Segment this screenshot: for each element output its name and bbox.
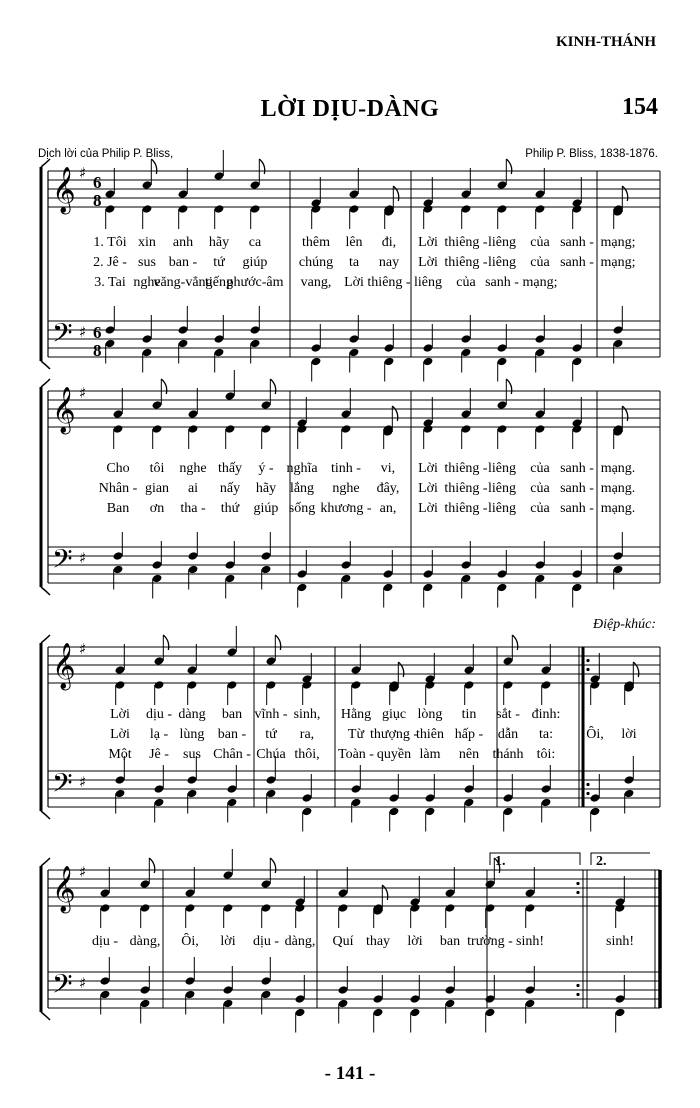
lyric-syllable: lùng [179, 727, 205, 742]
lyric-syllable: vĩnh - [254, 707, 288, 722]
lyric-syllable: tôi [149, 461, 165, 476]
lyric-syllable: lên [345, 235, 363, 250]
lyric-syllable: nghĩa [286, 461, 318, 476]
lyric-syllable: đinh: [531, 707, 561, 722]
note-flag [398, 662, 403, 677]
note-flag [633, 662, 638, 677]
lyric-syllable: của [530, 255, 550, 270]
lyric-syllable: nay [378, 255, 400, 270]
page-number: - 141 - [324, 1063, 376, 1084]
lyric-syllable: ban [221, 707, 243, 722]
lyric-syllable: mạng. [600, 461, 636, 476]
lyric-syllable: đi, [381, 235, 397, 250]
lyric-syllable: liêng [488, 461, 516, 476]
key-signature: ♯ [79, 863, 87, 881]
note-flag [512, 635, 517, 650]
lyric-syllable: trường - [467, 934, 513, 949]
lyric-syllable: sanh - [560, 461, 594, 476]
lyric-syllable: thấy [217, 461, 243, 476]
note-flag [163, 635, 168, 650]
treble-clef: 𝄞 [52, 167, 76, 213]
lyric-syllable: tứ [213, 255, 225, 270]
lyric-syllable: tha - [180, 501, 206, 516]
key-signature: ♯ [79, 549, 87, 567]
key-signature: ♯ [79, 640, 87, 658]
lyric-syllable: mạng. [600, 481, 636, 496]
bass-staff [48, 543, 660, 583]
time-signature-bottom: 8 [93, 341, 102, 360]
lyric-syllable: 3. Tai [94, 275, 126, 290]
note-flag [506, 159, 511, 174]
note-flag [382, 885, 387, 900]
bass-staff [48, 968, 660, 1008]
lyric-syllable: ca [248, 235, 262, 250]
repeat-dot [586, 668, 589, 671]
lyric-syllable: nghe [133, 275, 161, 290]
note-flag [622, 186, 627, 201]
volta-2-label: 2. [596, 854, 607, 869]
lyric-syllable: Lời [344, 275, 364, 290]
lyric-syllable: tinh - [331, 461, 361, 476]
lyric-syllable: nghe [332, 481, 360, 496]
lyric-syllable: anh [172, 235, 194, 250]
note-flag [151, 159, 156, 174]
lyric-syllable: Ban [106, 501, 130, 516]
note-flag [275, 635, 280, 650]
lyric-syllable: lời [407, 934, 423, 949]
lyric-syllable: nấy [219, 481, 241, 496]
lyric-syllable: Toàn - [338, 747, 374, 762]
lyric-syllable: sinh! [516, 934, 544, 949]
lyric-syllable: phước-âm [226, 275, 284, 290]
lyric-syllable: tiếng [205, 275, 233, 290]
lyric-syllable: chúng [298, 255, 334, 270]
lyric-syllable: lắng [289, 481, 315, 496]
lyric-syllable: sus [138, 255, 156, 270]
lyric-syllable: lời [220, 934, 236, 949]
lyric-syllable: thiêng - [444, 501, 488, 516]
lyric-syllable: thiên [416, 727, 444, 742]
lyric-syllable: hấp - [454, 727, 484, 742]
lyric-syllable: của [530, 235, 550, 250]
time-signature-top: 6 [93, 323, 102, 342]
translator-credit: Dịch lời của Philip P. Bliss, [38, 148, 174, 160]
lyric-syllable: 1. Tôi [93, 235, 127, 250]
lyric-syllable: Lời [418, 255, 438, 270]
bracket-hook [41, 635, 50, 643]
lyric-syllable: ban [439, 934, 461, 949]
lyric-syllable: hãy [208, 235, 230, 250]
lyric-syllable: của [530, 461, 550, 476]
time-signature-bottom: 8 [93, 191, 102, 210]
lyric-syllable: mạng; [600, 255, 636, 270]
lyric-syllable: Chúa [256, 747, 286, 762]
lyric-syllable: Cho [106, 461, 130, 476]
lyric-syllable: thánh [492, 747, 524, 762]
lyric-syllable: văng-vẳng [153, 275, 213, 290]
note-flag [392, 406, 397, 421]
lyric-syllable: sanh - [560, 255, 594, 270]
lyric-syllable: lòng [417, 707, 443, 722]
repeat-dot [576, 882, 579, 885]
lyric-syllable: của [456, 275, 476, 290]
bass-clef: 𝄢 [52, 543, 73, 581]
lyric-syllable: Lời [418, 481, 438, 496]
note-flag [161, 379, 166, 394]
lyric-syllable: ta [348, 255, 360, 270]
bass-clef: 𝄢 [52, 968, 73, 1006]
lyric-syllable: liêng [488, 235, 516, 250]
lyric-syllable: sanh - [560, 501, 594, 516]
lyric-syllable: liêng [488, 481, 516, 496]
bracket-hook [41, 1012, 50, 1020]
bracket-hook [41, 159, 50, 167]
bracket-hook [41, 811, 50, 819]
lyric-syllable: dịu - [145, 707, 173, 722]
lyric-syllable: ban - [217, 727, 247, 742]
key-signature: ♯ [79, 773, 87, 791]
treble-staff [48, 384, 660, 435]
lyric-syllable: xin [138, 235, 156, 250]
lyric-syllable: Nhân - [98, 481, 138, 496]
lyric-syllable: ơn [149, 501, 165, 516]
lyric-syllable: lời [621, 727, 637, 742]
key-signature: ♯ [79, 323, 87, 341]
bracket-hook [41, 858, 50, 866]
lyric-syllable: mạng; [600, 235, 636, 250]
lyric-syllable: nghe [179, 461, 207, 476]
lyric-syllable: mạng. [600, 501, 636, 516]
lyric-syllable: sắt - [496, 707, 520, 722]
lyric-syllable: Jê - [149, 747, 169, 762]
book-title: KINH-THÁNH [555, 34, 656, 50]
lyric-syllable: Lời [110, 707, 130, 722]
lyric-syllable: Ôi, [586, 727, 604, 742]
lyric-syllable: thêm [302, 235, 330, 250]
note-flag [622, 406, 627, 421]
lyric-syllable: làm [419, 747, 441, 762]
lyric-syllable: tin [461, 707, 477, 722]
note-flag [270, 858, 275, 873]
lyric-syllable: ban - [168, 255, 198, 270]
lyric-syllable: 2. Jê - [93, 255, 127, 270]
lyric-syllable: thứ [220, 501, 240, 516]
lyric-syllable: Quí [332, 934, 354, 949]
composer-credit: Philip P. Bliss, 1838-1876. [525, 148, 658, 160]
lyric-syllable: hãy [255, 481, 277, 496]
repeat-dot [576, 993, 579, 996]
volta-1-label: 1. [495, 854, 506, 869]
repeat-dot [586, 659, 589, 662]
lyric-syllable: an, [379, 501, 397, 516]
lyric-syllable: Ôi, [181, 934, 199, 949]
repeat-dot [576, 891, 579, 894]
lyric-syllable: Từ [347, 727, 365, 742]
lyric-syllable: giúp [253, 501, 279, 516]
key-signature: ♯ [79, 384, 87, 402]
note-flag [393, 186, 398, 201]
refrain-label: Điệp-khúc: [593, 617, 656, 632]
lyric-syllable: Lời [418, 461, 438, 476]
bass-clef: 𝄢 [52, 317, 73, 355]
treble-clef: 𝄞 [52, 866, 76, 912]
lyric-syllable: thôi, [294, 747, 320, 762]
lyric-syllable: Lời [418, 501, 438, 516]
lyric-syllable: sinh! [606, 934, 634, 949]
lyric-syllable: dịu - [91, 934, 119, 949]
lyric-syllable: sinh, [293, 707, 321, 722]
lyric-syllable: dàng [178, 707, 206, 722]
lyric-syllable: sống [288, 501, 316, 516]
lyric-syllable: sanh - [560, 481, 594, 496]
lyric-syllable: liêng [488, 501, 516, 516]
lyric-syllable: đây, [376, 481, 400, 496]
lyric-syllable: dịu - [252, 934, 280, 949]
lyric-syllable: thiêng - [444, 235, 488, 250]
note-flag [270, 379, 275, 394]
lyric-syllable: khương - [320, 501, 372, 516]
treble-clef: 𝄞 [52, 643, 76, 689]
repeat-dot [576, 984, 579, 987]
lyric-syllable: vang, [300, 275, 332, 290]
lyric-syllable: tôi: [536, 747, 556, 762]
lyric-syllable: Chân - [213, 747, 251, 762]
treble-staff [48, 863, 660, 914]
bass-clef: 𝄢 [52, 767, 73, 805]
lyric-syllable: giục [381, 707, 407, 722]
lyric-syllable: thiêng - [444, 461, 488, 476]
lyric-syllable: Lời [418, 235, 438, 250]
bracket-hook [41, 361, 50, 369]
lyric-syllable: sanh - [485, 275, 519, 290]
lyric-syllable: dàng, [284, 934, 316, 949]
lyric-syllable: thiêng - [367, 275, 411, 290]
lyric-syllable: thay [365, 934, 391, 949]
lyric-syllable: gian [144, 481, 170, 496]
repeat-dot [586, 783, 589, 786]
lyric-syllable: dàng, [129, 934, 161, 949]
lyric-syllable: vi, [380, 461, 396, 476]
lyric-syllable: Hằng [340, 707, 372, 722]
lyric-syllable: Lời [110, 727, 130, 742]
lyric-syllable: quyền [376, 747, 412, 762]
lyric-syllable: tứ [265, 727, 277, 742]
lyric-syllable: của [530, 481, 550, 496]
lyric-syllable: nên [458, 747, 480, 762]
bracket-hook [41, 587, 50, 595]
lyric-syllable: liêng [414, 275, 442, 290]
lyric-syllable: thượng - [369, 727, 419, 742]
lyric-syllable: sus [183, 747, 201, 762]
repeat-dot [586, 792, 589, 795]
time-signature-top: 6 [93, 173, 102, 192]
lyric-syllable: dẫn [497, 727, 519, 742]
hymn-number: 154 [622, 94, 658, 120]
lyric-syllable: ý - [258, 461, 274, 476]
lyric-syllable: liêng [488, 255, 516, 270]
lyric-syllable: lạ - [149, 727, 169, 742]
lyric-syllable: ta: [539, 727, 553, 742]
bracket-hook [41, 379, 50, 387]
lyric-syllable: của [530, 501, 550, 516]
lyric-syllable: ai [187, 481, 199, 496]
lyric-syllable: thiêng - [444, 255, 488, 270]
key-signature: ♯ [79, 164, 87, 182]
hymn-title: LỜI DỊU-DÀNG [260, 96, 440, 122]
note-flag [506, 379, 511, 394]
treble-clef: 𝄞 [52, 387, 76, 433]
key-signature: ♯ [79, 974, 87, 992]
lyric-syllable: Một [108, 747, 132, 762]
lyric-syllable: sanh - [560, 235, 594, 250]
lyric-syllable: mạng; [522, 275, 558, 290]
lyric-syllable: giúp [242, 255, 268, 270]
note-flag [149, 858, 154, 873]
note-flag [259, 159, 264, 174]
lyric-syllable: thiêng - [444, 481, 488, 496]
lyric-syllable: ra, [299, 727, 315, 742]
